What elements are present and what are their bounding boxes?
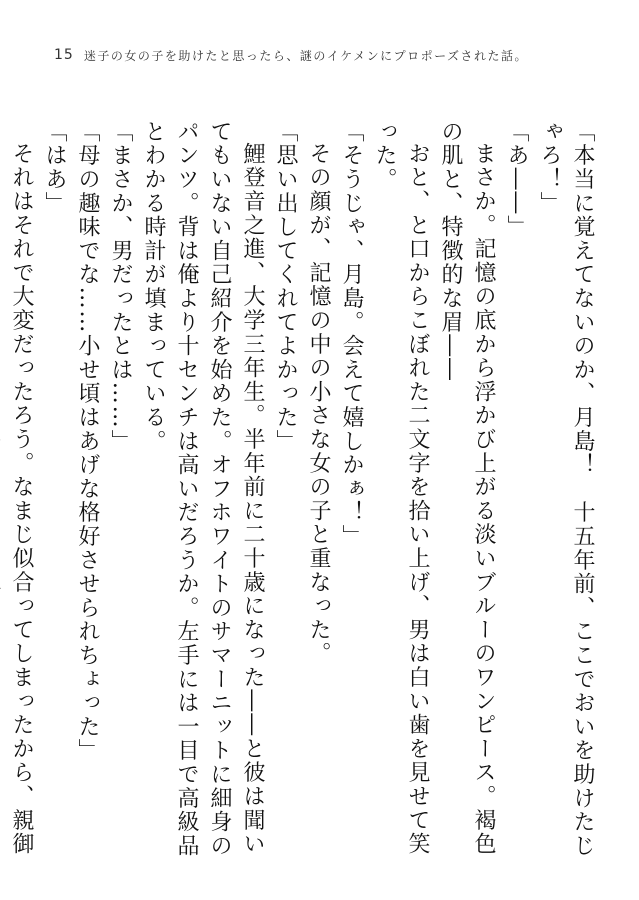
- paragraph: それはそれで大変だったろう。なまじ似合ってしまったから、親御: [9, 142, 34, 856]
- paragraph: まさか。記憶の底から浮かび上がる淡いブルーのワンピース。褐色の肌と、特徴的な眉――: [438, 120, 496, 856]
- page-number: 15: [54, 47, 74, 63]
- paragraph: 「まさか、男だったとは……」: [108, 120, 133, 454]
- paragraph: おと、と口からこぼれた二文字を拾い上げ、男は白い歯を見せて笑った。: [372, 120, 430, 856]
- vertical-text-body: [9, 120, 599, 860]
- paragraph: 「母の趣味でな……小せ頃はあげな格好させられちょった」: [75, 120, 100, 763]
- paragraph: 「そうじゃ、月島。会えて嬉しかぁ！」: [339, 120, 364, 549]
- paragraph: 鯉登音之進、大学三年生。半年前に二十歳になった――と彼は聞いてもいない自己紹介を始めた。オフホワイトのサマーニットに細身のパンツ。背は俺より十センチは高いだろうか。左手には一目で高級品とわかる時計が填まっている。: [141, 120, 265, 858]
- paragraph: 「本当に覚えてないのか、月島！ 十五年前、ここでおいを助けたじゃろ！」: [537, 120, 595, 858]
- running-title: 迷子の女の子を助けたと思ったら、謎のイケメンにプロポーズされた話。: [83, 48, 529, 63]
- paragraph: 「思い出してくれてよかった」: [273, 120, 298, 454]
- paragraph: 「あ――」: [504, 120, 529, 239]
- paragraph: その顔が、記憶の中の小さな女の子と重なった。: [306, 142, 331, 666]
- running-header: [54, 44, 614, 66]
- paragraph: 「はあ」: [42, 120, 67, 216]
